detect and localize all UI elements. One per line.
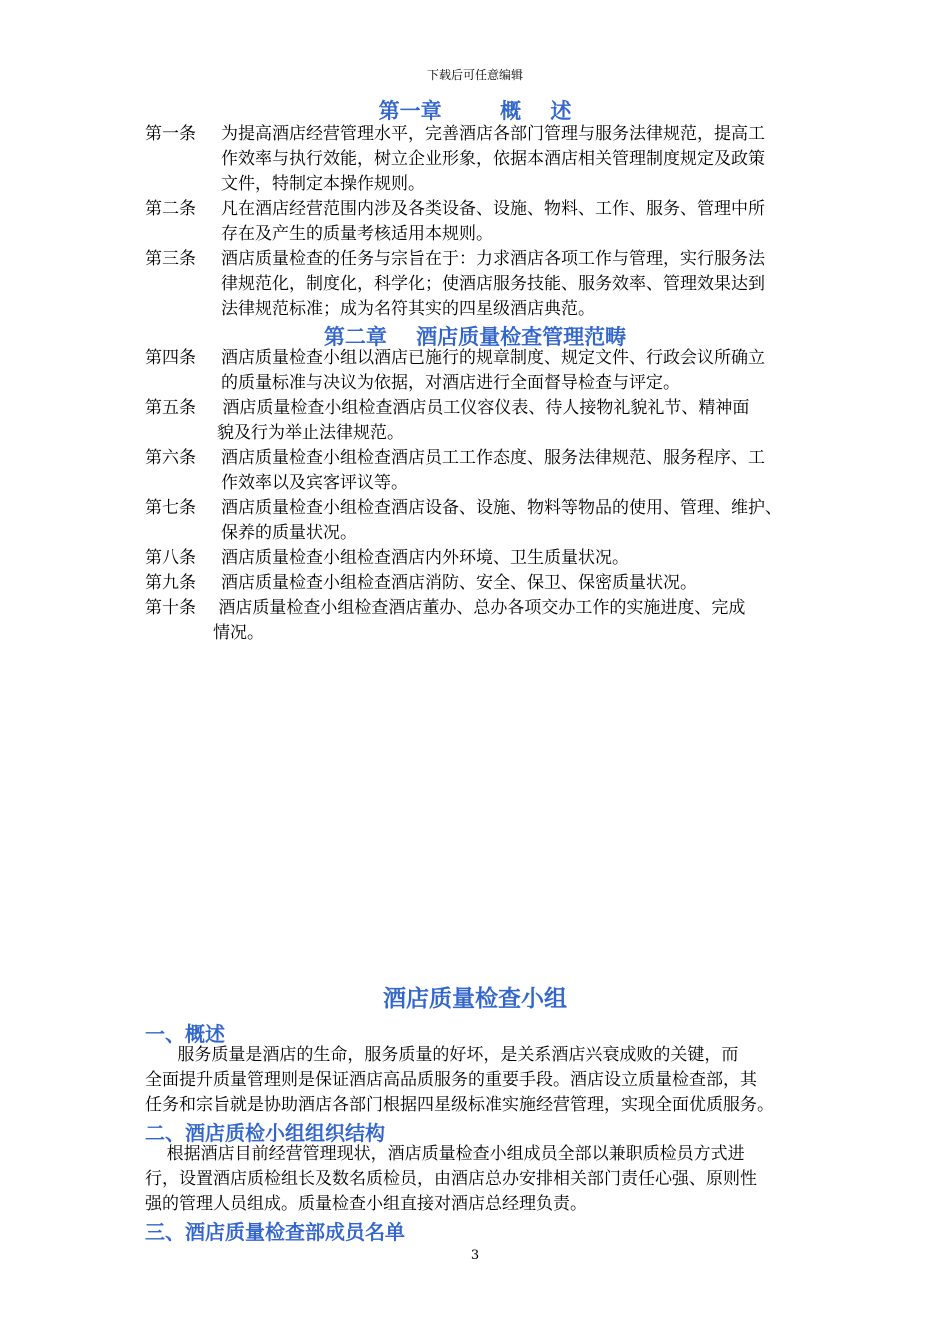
paragraph-overview: [145, 1043, 850, 1118]
article: [145, 247, 850, 322]
paragraph-line: 行，设置酒店质检组长及数名质检员，由酒店总办安排相关部门责任心强、原则性: [145, 1169, 757, 1189]
article-number: 第六条: [145, 448, 196, 468]
article-line: 为提高酒店经营管理水平，完善酒店各部门管理与服务法律规范，提高工: [221, 124, 765, 144]
article-number: 第九条: [145, 573, 196, 593]
chapter-2-title: 第二章 酒店质量检查管理范畴: [323, 325, 627, 349]
subheading-structure: 二、酒店质检小组组织结构: [145, 1121, 385, 1145]
article-line: 作效率与执行效能，树立企业形象，依据本酒店相关管理制度规定及政策: [221, 149, 765, 169]
article-number: 第一条: [145, 124, 196, 144]
article-number: 第二条: [145, 199, 196, 219]
article: [145, 546, 850, 571]
chapter-1-title: 第一章 概 述: [378, 99, 572, 123]
article: [145, 596, 850, 646]
article-number: 第四条: [145, 348, 196, 368]
page-header: 下载后可任意编辑: [426, 68, 523, 82]
article-body: [221, 247, 850, 322]
article: [145, 571, 850, 596]
paragraph-line: 任务和宗旨就是协助酒店各部门根据四星级标准实施经营管理，实现全面优质服务。: [145, 1095, 774, 1115]
subheading-members: 三、酒店质量检查部成员名单: [145, 1220, 405, 1244]
article-body: [217, 396, 850, 446]
article-line: 律规范化，制度化，科学化；使酒店服务技能、服务效率、管理效果达到: [221, 274, 765, 294]
article-body: [221, 346, 850, 396]
article-line: 酒店质量检查的任务与宗旨在于：力求酒店各项工作与管理，实行服务法: [221, 249, 765, 269]
article: [145, 346, 850, 396]
article-number: 第三条: [145, 249, 196, 269]
article: [145, 396, 850, 446]
article-body: [221, 546, 850, 571]
article: [145, 446, 850, 496]
article-line: 的质量标准与决议为依据，对酒店进行全面督导检查与评定。: [221, 373, 680, 393]
article-line: 酒店质量检查小组以酒店已施行的规章制度、规定文件、行政会议所确立: [221, 348, 765, 368]
article-number: 第五条: [145, 398, 196, 418]
article-line: 酒店质量检查小组检查酒店消防、安全、保卫、保密质量状况。: [221, 573, 697, 593]
paragraph-line: 强的管理人员组成。质量检查小组直接对酒店总经理负责。: [145, 1194, 587, 1214]
article-body: [221, 446, 850, 496]
article-line: 酒店质量检查小组检查酒店董办、总办各项交办工作的实施进度、完成: [213, 598, 746, 618]
article-body: [221, 197, 850, 247]
article-line: 存在及产生的质量考核适用本规则。: [221, 224, 493, 244]
article-number: 第八条: [145, 548, 196, 568]
article-line: 凡在酒店经营范围内涉及各类设备、设施、物料、工作、服务、管理中所: [221, 199, 765, 219]
article-body: [221, 496, 850, 546]
article-body: [221, 122, 850, 197]
paragraph-line: 服务质量是酒店的生命，服务质量的好坏，是关系酒店兴衰成败的关键，而: [145, 1045, 739, 1065]
article-line: 作效率以及宾客评议等。: [221, 473, 408, 493]
article-line: 文件，特制定本操作规则。: [221, 174, 425, 194]
section-title: 酒店质量检查小组: [383, 986, 567, 1012]
article-line: 法律规范标准；成为名符其实的四星级酒店典范。: [221, 299, 595, 319]
subheading-overview: 一、概述: [145, 1022, 225, 1046]
article-line: 貌及行为举止法律规范。: [217, 423, 404, 443]
article-line: 酒店质量检查小组检查酒店设备、设施、物料等物品的使用、管理、维护、: [221, 498, 782, 518]
article: [145, 197, 850, 247]
article-line: 酒店质量检查小组检查酒店员工工作态度、服务法律规范、服务程序、工: [221, 448, 765, 468]
article-line: 保养的质量状况。: [221, 523, 357, 543]
article: [145, 496, 850, 546]
article-line: 情况。: [213, 623, 264, 643]
paragraph-line: 根据酒店目前经营管理现状，酒店质量检查小组成员全部以兼职质检员方式进: [145, 1144, 745, 1164]
page-number: 3: [470, 1248, 480, 1263]
article-body: [213, 596, 850, 646]
article-line: 酒店质量检查小组检查酒店内外环境、卫生质量状况。: [221, 548, 629, 568]
article-number: 第七条: [145, 498, 196, 518]
paragraph-structure: [145, 1142, 850, 1217]
article-number: 第十条: [145, 598, 196, 618]
article-line: 酒店质量检查小组检查酒店员工仪容仪表、待人接物礼貌礼节、精神面: [217, 398, 750, 418]
paragraph-line: 全面提升质量管理则是保证酒店高品质服务的重要手段。酒店设立质量检查部，其: [145, 1070, 757, 1090]
article: [145, 122, 850, 197]
article-body: [221, 571, 850, 596]
